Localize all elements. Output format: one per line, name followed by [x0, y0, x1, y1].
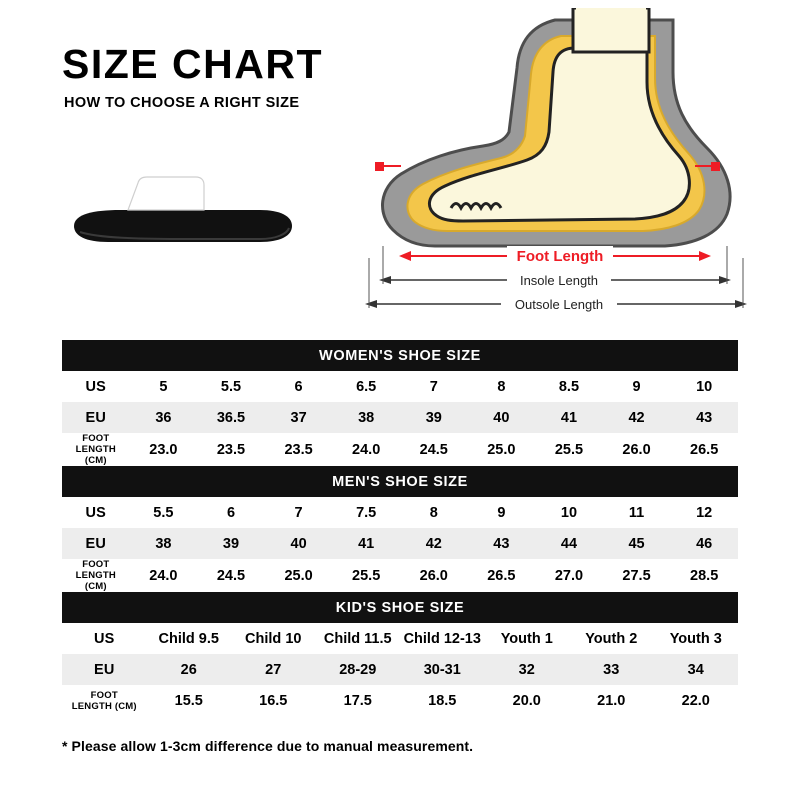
- cell-value: 11: [603, 497, 671, 528]
- page-title: SIZE CHART: [62, 41, 323, 87]
- cell-value: 26.0: [400, 559, 468, 592]
- cell-value: 39: [197, 528, 265, 559]
- insole-length-dimension: [379, 271, 731, 289]
- cell-value: 23.5: [265, 433, 333, 466]
- cell-value: 39: [400, 402, 468, 433]
- cell-value: 24.5: [197, 559, 265, 592]
- cell-value: 16.5: [231, 685, 316, 716]
- title-block: [62, 41, 382, 111]
- cell-value: 38: [130, 528, 198, 559]
- cell-value: 40: [265, 528, 333, 559]
- cell-value: 27.5: [603, 559, 671, 592]
- cell-value: 7.5: [332, 497, 400, 528]
- row-label-line2: LENGTH (CM): [75, 444, 116, 466]
- cell-value: 23.5: [197, 433, 265, 466]
- cell-value: 24.0: [332, 433, 400, 466]
- row-label: EU: [62, 402, 130, 433]
- cell-value: 25.5: [332, 559, 400, 592]
- cell-value: 25.5: [535, 433, 603, 466]
- cell-value: 44: [535, 528, 603, 559]
- row-label: [62, 433, 130, 466]
- cell-value: 5.5: [130, 497, 198, 528]
- section-title: WOMEN'S SHOE SIZE: [62, 340, 738, 371]
- cell-value: 43: [670, 402, 738, 433]
- outsole-length-dimension: [365, 295, 747, 313]
- cell-value: 7: [400, 371, 468, 402]
- row-label-line1: FOOT: [90, 689, 118, 701]
- cell-value: Youth 3: [654, 623, 739, 654]
- section-header-kids: [62, 592, 738, 623]
- table-kids: [62, 592, 738, 716]
- cell-value: Child 9.5: [147, 623, 232, 654]
- cell-value: 30-31: [400, 654, 485, 685]
- table-row: [62, 654, 738, 685]
- cell-value: 17.5: [316, 685, 401, 716]
- cell-value: Child 11.5: [316, 623, 401, 654]
- section-header-womens: [62, 340, 738, 371]
- cell-value: 24.0: [130, 559, 198, 592]
- cell-value: Youth 1: [485, 623, 570, 654]
- cell-value: 45: [603, 528, 671, 559]
- cell-value: 8: [468, 371, 536, 402]
- cell-value: 26.5: [670, 433, 738, 466]
- cell-value: 21.0: [569, 685, 654, 716]
- cell-value: 26.0: [603, 433, 671, 466]
- cell-value: Child 10: [231, 623, 316, 654]
- cell-value: Child 12-13: [400, 623, 485, 654]
- cell-value: 41: [332, 528, 400, 559]
- table-row: [62, 371, 738, 402]
- cell-value: 33: [569, 654, 654, 685]
- cell-value: 7: [265, 497, 333, 528]
- section-header-mens: [62, 466, 738, 497]
- cell-value: 12: [670, 497, 738, 528]
- section-title: MEN'S SHOE SIZE: [62, 466, 738, 497]
- cell-value: 41: [535, 402, 603, 433]
- row-label-line1: FOOT: [82, 433, 110, 444]
- cell-value: 28.5: [670, 559, 738, 592]
- sandal-illustration: [68, 170, 296, 250]
- size-tables: [62, 340, 738, 716]
- cell-value: Youth 2: [569, 623, 654, 654]
- row-label: US: [62, 623, 147, 654]
- table-mens: [62, 466, 738, 592]
- cell-value: 8: [400, 497, 468, 528]
- cell-value: 5: [130, 371, 198, 402]
- foot-measurement-diagram: [355, 8, 785, 318]
- cell-value: 46: [670, 528, 738, 559]
- cell-value: 6: [265, 371, 333, 402]
- outsole-length-label: Outsole Length: [514, 297, 604, 312]
- cell-value: 27: [231, 654, 316, 685]
- foot-length-dimension: [399, 246, 711, 266]
- cell-value: 36: [130, 402, 198, 433]
- row-label: US: [62, 497, 130, 528]
- cell-value: 15.5: [147, 685, 232, 716]
- row-label: EU: [62, 654, 147, 685]
- table-row: [62, 528, 738, 559]
- cell-value: 34: [654, 654, 739, 685]
- row-label-line2: LENGTH (CM): [75, 570, 116, 592]
- cell-value: 28-29: [316, 654, 401, 685]
- cell-value: 37: [265, 402, 333, 433]
- cell-value: 38: [332, 402, 400, 433]
- cell-value: 42: [603, 402, 671, 433]
- cell-value: 26.5: [468, 559, 536, 592]
- cell-value: 26: [147, 654, 232, 685]
- cell-value: 20.0: [485, 685, 570, 716]
- row-label: [62, 559, 130, 592]
- cell-value: 24.5: [400, 433, 468, 466]
- cell-value: 22.0: [654, 685, 739, 716]
- header-section: [0, 0, 800, 330]
- table-row: [62, 559, 738, 592]
- cell-value: 6: [197, 497, 265, 528]
- table-row: [62, 497, 738, 528]
- cell-value: 10: [670, 371, 738, 402]
- cell-value: 43: [468, 528, 536, 559]
- cell-value: 5.5: [197, 371, 265, 402]
- row-label: EU: [62, 528, 130, 559]
- table-womens: [62, 340, 738, 466]
- foot-length-label: Foot Length: [516, 248, 604, 265]
- cell-value: 25.0: [468, 433, 536, 466]
- row-label: US: [62, 371, 130, 402]
- cell-value: 6.5: [332, 371, 400, 402]
- cell-value: 32: [485, 654, 570, 685]
- cell-value: 27.0: [535, 559, 603, 592]
- cell-value: 8.5: [535, 371, 603, 402]
- footnote: * Please allow 1-3cm difference due to manual measurement.: [62, 738, 474, 754]
- table-row: [62, 433, 738, 466]
- page-subtitle: HOW TO CHOOSE A RIGHT SIZE: [64, 95, 300, 111]
- row-label-line2: LENGTH (CM): [71, 700, 137, 712]
- table-row: [62, 623, 738, 654]
- cell-value: 23.0: [130, 433, 198, 466]
- cell-value: 25.0: [265, 559, 333, 592]
- cell-value: 9: [468, 497, 536, 528]
- cell-value: 36.5: [197, 402, 265, 433]
- section-title: KID'S SHOE SIZE: [62, 592, 738, 623]
- row-label-line1: FOOT: [82, 559, 110, 570]
- cell-value: 40: [468, 402, 536, 433]
- cell-value: 42: [400, 528, 468, 559]
- cell-value: 18.5: [400, 685, 485, 716]
- row-label: [62, 685, 147, 716]
- table-row: [62, 402, 738, 433]
- sandal-strap: [128, 177, 204, 210]
- leg-fill-top: [576, 8, 646, 28]
- cell-value: 10: [535, 497, 603, 528]
- insole-length-label: Insole Length: [519, 273, 599, 288]
- cell-value: 9: [603, 371, 671, 402]
- table-row: [62, 685, 738, 716]
